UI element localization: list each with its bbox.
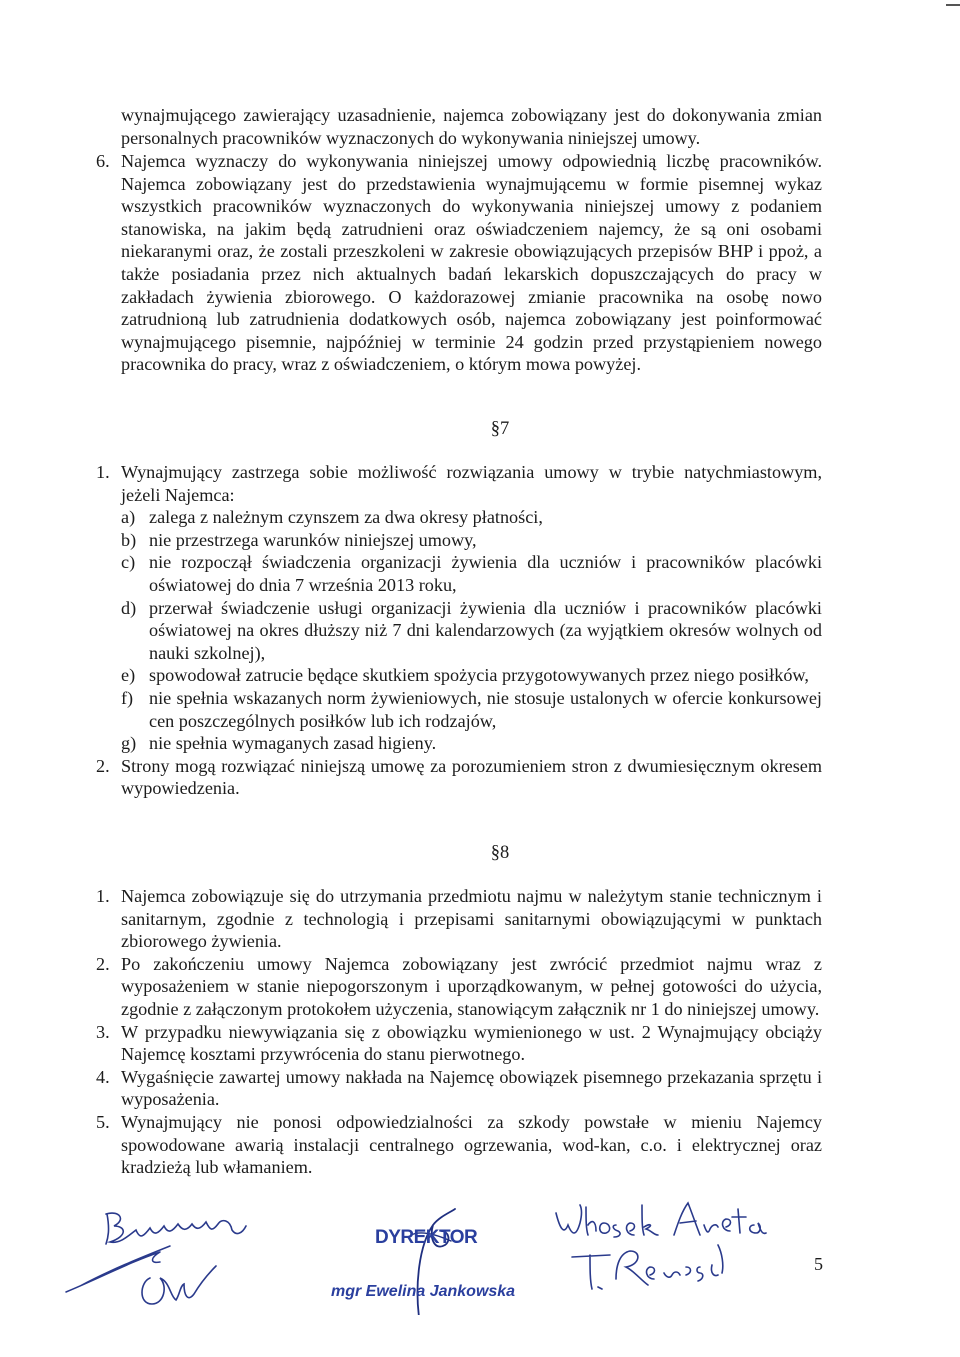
section-heading-7: §7 — [490, 419, 510, 439]
sub-item — [0, 664, 960, 687]
section-8-block — [0, 885, 960, 1179]
sub-item-letter: g) — [121, 733, 137, 754]
sub-item-text: przerwał świadczenie usługi organizacji żywienia dla uczniów i pracowników placówki oświatowej na okres dłuższy niż 7 dni kalendarzowych (za wyjątkiem okresów wolnych od nauki szkolnej), — [149, 597, 822, 663]
list-item — [0, 461, 960, 506]
signature-left — [60, 1200, 280, 1315]
section-heading-8: §8 — [490, 843, 510, 863]
stamp-name: mgr Ewelina Jankowska — [331, 1283, 516, 1300]
intro-block — [0, 104, 960, 149]
item-number: 5. — [96, 1111, 110, 1132]
list-item — [0, 953, 960, 1021]
sub-item — [0, 506, 960, 529]
sub-item-letter: e) — [121, 665, 136, 686]
sub-item — [0, 597, 960, 665]
item-number: 1. — [96, 886, 110, 906]
item-number: 2. — [96, 755, 110, 776]
item-text: W przypadku niewywiązania się z obowiązku wymienionego w ust. 2 Wynajmujący obciąży Najemcę kosztami przywrócenia do stanu pierwotnego. — [121, 1021, 822, 1065]
stamp-title: DYREKTOR — [375, 1227, 478, 1248]
item-text: Wynajmujący nie ponosi odpowiedzialności za szkody powstałe w mieniu Najemcy spowodowane awarią instalacji centralnego ogrzewania, wod-kan, c.o. i elektrycznej oraz kradzieżą lub włamaniem. — [121, 1111, 822, 1178]
item-text: Po zakończeniu umowy Najemca zobowiązany jest zwrócić przedmiot najmu wraz z wyposażeniem w stanie niepogorszonym i uporządkowanym, w pełnej gotowości do użycia, zgodnie z załączonym protokołem użyczenia, stanowiącym załącznik nr 1 do niniejszej umowy. — [121, 953, 822, 1019]
list-item — [0, 1066, 960, 1111]
sub-item-letter: f) — [121, 687, 134, 708]
item-number: 3. — [96, 1021, 110, 1042]
sub-item-text: nie przestrzega warunków niniejszej umowy, — [149, 529, 477, 550]
sub-item — [0, 732, 960, 755]
item-text: Strony mogą rozwiązać niniejszą umowę za porozumieniem stron z dwumiesięcznym okresem wypowiedzenia. — [121, 755, 822, 799]
list-item — [0, 1111, 960, 1179]
director-stamp — [323, 1205, 533, 1315]
sub-item-text: nie spełnia wskazanych norm żywieniowych, nie stosuje ustalonych w ofercie konkursowej cen poszczególnych posiłków lub ich rodzajów, — [149, 687, 822, 731]
item-number: 2. — [96, 953, 110, 974]
edge-mark — [946, 4, 960, 6]
item-text: Najemca wyznaczy do wykonywania niniejszej umowy odpowiednią liczbę pracowników. Najemca zobowiązany jest do przedstawienia wynajmującemu w formie pisemnej wykaz wszystkich pracowników wyznaczonych do wykonywania niniejszej umowy z podaniem stanowiska, na jakim będą zatrudnieni oraz oświadczeniem najemcy, że są oni osobami niekaranymi oraz, że zostali przeszkoleni w zakresie obowiązujących przepisów BHP i ppoż, a także posiadania przez nich aktualnych badań lekarskich dopuszczających do pracy w zakładach żywienia zbiorowego. O każdorazowej zmianie pracownika na osobę nowo zatrudnioną lub zatrudnienia dodatkowych osób, najemca zobowiązany jest poinformować wynajmującego pisemnie, najpóźniej w terminie 24 godzin przed przystąpieniem nowego pracownika do pracy, wraz z oświadczeniem, o którym mowa powyżej. — [121, 151, 822, 375]
sub-item — [0, 529, 960, 552]
sub-item-letter: a) — [121, 507, 136, 528]
item-number: 4. — [96, 1066, 110, 1087]
intro-paragraph: wynajmującego zawierający uzasadnienie, najemca zobowiązany jest do dokonywania zmian personalnych pracowników wyznaczonych do wykonywania niniejszej umowy. — [121, 105, 822, 148]
sub-item-letter: d) — [121, 597, 137, 618]
sub-item-letter: c) — [121, 552, 136, 573]
item-text: Najemca zobowiązuje się do utrzymania przedmiotu najmu w należytym stanie technicznym i sanitarnym, zgodnie z technologią i przepisami sanitarnymi obowiązującymi w punktach zbiorowego żywienia. — [121, 886, 822, 952]
sub-item-letter: b) — [121, 529, 137, 550]
item-text: Wygaśnięcie zawartej umowy nakłada na Najemcę obowiązek pisemnego przekazania sprzętu i wyposażenia. — [121, 1066, 822, 1110]
list-item — [0, 885, 960, 953]
sub-item — [0, 551, 960, 596]
list-item — [0, 1021, 960, 1066]
sub-item-text: nie spełnia wymaganych zasad higieny. — [149, 733, 437, 754]
sub-item-text: nie rozpoczął świadczenia organizacji żywienia dla uczniów i pracowników placówki oświatowej do dnia 7 września 2013 roku, — [149, 552, 822, 595]
item-6-block — [0, 150, 960, 376]
sub-item — [0, 687, 960, 732]
item-number: 6. — [96, 151, 110, 171]
page-number: 5 — [814, 1254, 823, 1274]
list-item — [0, 755, 960, 800]
sub-item-text: zalega z należnym czynszem za dwa okresy płatności, — [149, 507, 543, 528]
signature-right — [550, 1195, 790, 1305]
item-number: 1. — [96, 462, 110, 482]
sub-item-text: spowodował zatrucie będące skutkiem spożycia przygotowywanych przez niego posiłków, — [149, 665, 809, 686]
section-7-block — [0, 461, 960, 800]
item-text: Wynajmujący zastrzega sobie możliwość rozwiązania umowy w trybie natychmiastowym, jeżeli Najemca: — [121, 462, 822, 505]
list-item — [0, 150, 960, 376]
